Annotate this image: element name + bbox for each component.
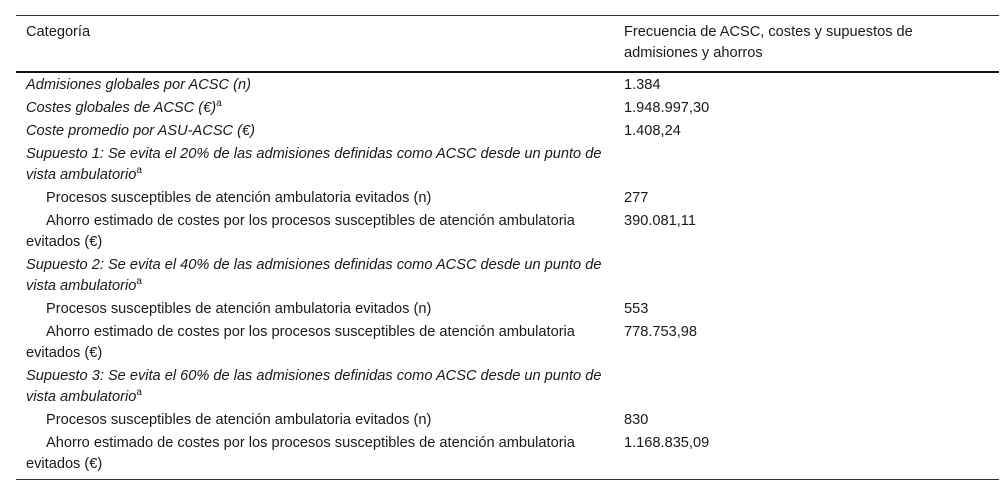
row-label: [16, 365, 614, 409]
table-row: [16, 143, 999, 187]
row-label: [16, 120, 614, 143]
row-label-text: Ahorro estimado de costes por los procesos susceptibles de atención ambulatoria evitados (€): [26, 324, 575, 361]
header-value: Frecuencia de ACSC, costes y supuestos de admisiones y ahorros: [614, 16, 999, 73]
row-value: [614, 143, 999, 187]
row-value: [614, 365, 999, 409]
row-label-text: Procesos susceptibles de atención ambulatoria evitados (n): [46, 301, 432, 317]
row-label: [16, 409, 614, 432]
row-value: 1.408,24: [624, 123, 681, 139]
row-label: [16, 210, 614, 254]
row-value: 277: [624, 190, 649, 206]
table-row: [16, 72, 999, 97]
table-row: [16, 298, 999, 321]
table-row: [16, 321, 999, 365]
row-label: [16, 187, 614, 210]
row-label-text: Supuesto 1: Se evita el 20% de las admisiones definidas como ACSC desde un punto de vista ambulatorio: [26, 146, 602, 183]
footnote-marker: a: [216, 98, 222, 110]
row-value: [614, 254, 999, 298]
table-row: [16, 365, 999, 409]
row-label: [16, 321, 614, 365]
row-label: [16, 298, 614, 321]
table-row: [16, 254, 999, 298]
row-value: 830: [624, 412, 649, 428]
footnote-marker: a: [136, 165, 142, 177]
row-label-text: Supuesto 2: Se evita el 40% de las admisiones definidas como ACSC desde un punto de vista ambulatorio: [26, 257, 602, 294]
row-label: [16, 143, 614, 187]
table-row: [16, 432, 999, 480]
footnote-marker: a: [136, 276, 142, 288]
row-value: 1.948.997,30: [624, 100, 710, 116]
row-label-text: Procesos susceptibles de atención ambulatoria evitados (n): [46, 412, 432, 428]
table-row: [16, 120, 999, 143]
row-value: 390.081,11: [624, 213, 696, 229]
table-row: [16, 97, 999, 120]
row-label-text: Ahorro estimado de costes por los procesos susceptibles de atención ambulatoria evitados (€): [26, 435, 575, 472]
footnote-marker: a: [136, 387, 142, 399]
row-label-text: Supuesto 3: Se evita el 60% de las admisiones definidas como ACSC desde un punto de vista ambulatorio: [26, 368, 602, 405]
row-label-text: Admisiones globales por ACSC (n): [26, 77, 251, 93]
row-value: 1.384: [624, 77, 661, 93]
header-row: [16, 16, 999, 73]
row-label-text: Ahorro estimado de costes por los procesos susceptibles de atención ambulatoria evitados (€): [26, 213, 575, 250]
row-value: 778.753,98: [624, 324, 698, 340]
row-label: [16, 97, 614, 120]
row-value: 1.168.835,09: [614, 432, 999, 480]
table-row: [16, 210, 999, 254]
header-category: Categoría: [16, 16, 614, 73]
table-row: [16, 187, 999, 210]
row-label-text: Coste promedio por ASU-ACSC (€): [26, 123, 255, 139]
row-label-text: Costes globales de ACSC (€): [26, 100, 217, 116]
table-row: [16, 409, 999, 432]
row-value: 553: [624, 301, 649, 317]
results-table: [16, 15, 999, 480]
row-label-text: Procesos susceptibles de atención ambulatoria evitados (n): [46, 190, 432, 206]
row-label: [16, 254, 614, 298]
row-label: [16, 72, 614, 97]
row-label: [16, 432, 614, 480]
